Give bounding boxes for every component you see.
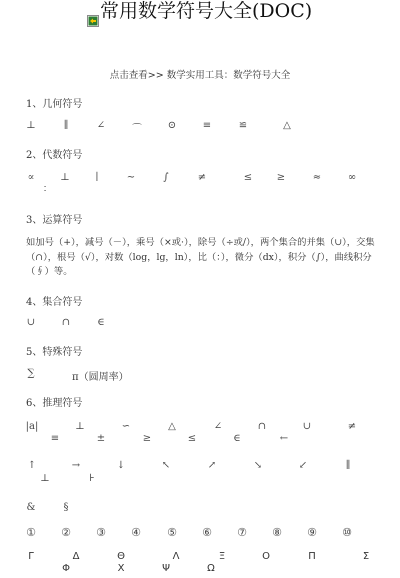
section-heading-algebra: 2、代数符号 (26, 150, 83, 161)
symbol: ± (96, 433, 106, 444)
symbol: ≥ (142, 433, 152, 444)
symbol: ∠ (213, 421, 223, 432)
symbol: ≥ (276, 172, 286, 183)
symbol: ∫ (163, 172, 169, 183)
symbol: § (63, 502, 69, 513)
symbol: ↙ (298, 460, 308, 471)
symbol: ⌒ (132, 124, 142, 135)
symbol: ⊦ (89, 473, 95, 484)
symbol: ≡ (50, 433, 60, 444)
symbol: ∈ (233, 433, 241, 444)
section-heading-operations: 3、运算符号 (26, 215, 83, 226)
symbol: ↗ (207, 460, 217, 471)
symbol: & (26, 502, 36, 513)
symbol: ∥ (63, 120, 69, 131)
greek-letter: Π (308, 551, 316, 562)
circled-number: ⑥ (202, 526, 212, 539)
symbol: ∼ (126, 172, 136, 183)
symbol: ∩ (257, 421, 267, 432)
symbol: ∥ (345, 460, 351, 471)
subtitle-link[interactable]: 点击查看>> 数学实用工具：数学符号大全 (109, 70, 291, 81)
circled-number: ② (61, 526, 71, 539)
symbol: ≌ (238, 120, 248, 131)
symbol: ⊥ (40, 473, 50, 484)
circled-number: ③ (96, 526, 106, 539)
page-title: 常用数学符号大全(DOC) (100, 0, 313, 22)
greek-letter: Γ (28, 551, 34, 562)
greek-letter: Σ (362, 551, 370, 562)
symbol: ⊙ (167, 120, 177, 131)
greek-letter: Ψ (162, 563, 170, 574)
symbol: △ (283, 120, 291, 131)
section-heading-geometry: 1、几何符号 (26, 99, 83, 110)
circled-number: ④ (131, 526, 141, 539)
symbol: ∞ (347, 172, 357, 183)
symbol: ∠ (96, 120, 106, 131)
circled-number: ⑨ (307, 526, 317, 539)
greek-letter: Λ (172, 551, 180, 562)
symbol: ∝ (27, 172, 35, 183)
circled-number: ⑩ (342, 526, 352, 539)
greek-letter: Ο (262, 551, 270, 562)
symbol: ∽ (121, 421, 131, 432)
circled-number: ⑤ (167, 526, 177, 539)
symbol: ≠ (197, 172, 207, 183)
symbol: |a| (25, 421, 39, 432)
symbol: ≤ (187, 433, 197, 444)
symbol: ↖ (161, 460, 171, 471)
symbol: ∪ (26, 317, 36, 328)
symbol: ← (279, 433, 289, 444)
symbol: ⊥ (60, 172, 70, 183)
symbol: ∣ (95, 172, 99, 183)
symbol: ∈ (97, 317, 105, 328)
symbol: ∪ (302, 421, 312, 432)
circled-number: ⑦ (237, 526, 247, 539)
greek-letter: Φ (62, 563, 70, 574)
symbol: ≠ (347, 421, 357, 432)
symbol: ↓ (116, 460, 126, 471)
symbol: △ (168, 421, 176, 432)
greek-letter: Ξ (218, 551, 226, 562)
pi-symbol: π（圆周率） (72, 372, 129, 383)
greek-letter: Ω (207, 563, 215, 574)
symbol: ∶ (43, 184, 47, 195)
symbol: ⊥ (75, 421, 85, 432)
symbol: ↘ (253, 460, 263, 471)
symbol: ↑ (27, 460, 37, 471)
symbol: ≈ (312, 172, 322, 183)
symbol: ≡ (202, 120, 212, 131)
section-heading-special: 5、特殊符号 (26, 347, 83, 358)
greek-letter: Θ (117, 551, 125, 562)
symbol: ∩ (61, 317, 71, 328)
section-heading-reasoning: 6、推理符号 (26, 398, 83, 409)
circled-number: ① (26, 526, 36, 539)
document-icon (87, 12, 99, 24)
section-heading-sets: 4、集合符号 (26, 297, 83, 308)
operations-paragraph: 如加号（+），减号（－），乘号（×或·），除号（÷或/），两个集合的并集（∪），交集（∩），根号（√），对数（log，lg，ln），比（：），微分（dx），积分（∫），曲线积分（∮）等。 (26, 237, 375, 277)
symbol: ≤ (243, 172, 253, 183)
sigma-symbol: ∑ (27, 368, 35, 379)
symbol: ⊥ (26, 120, 36, 131)
symbol: → (71, 460, 81, 471)
greek-letter: Χ (117, 563, 125, 574)
greek-letter: Δ (72, 551, 80, 562)
circled-number: ⑧ (272, 526, 282, 539)
